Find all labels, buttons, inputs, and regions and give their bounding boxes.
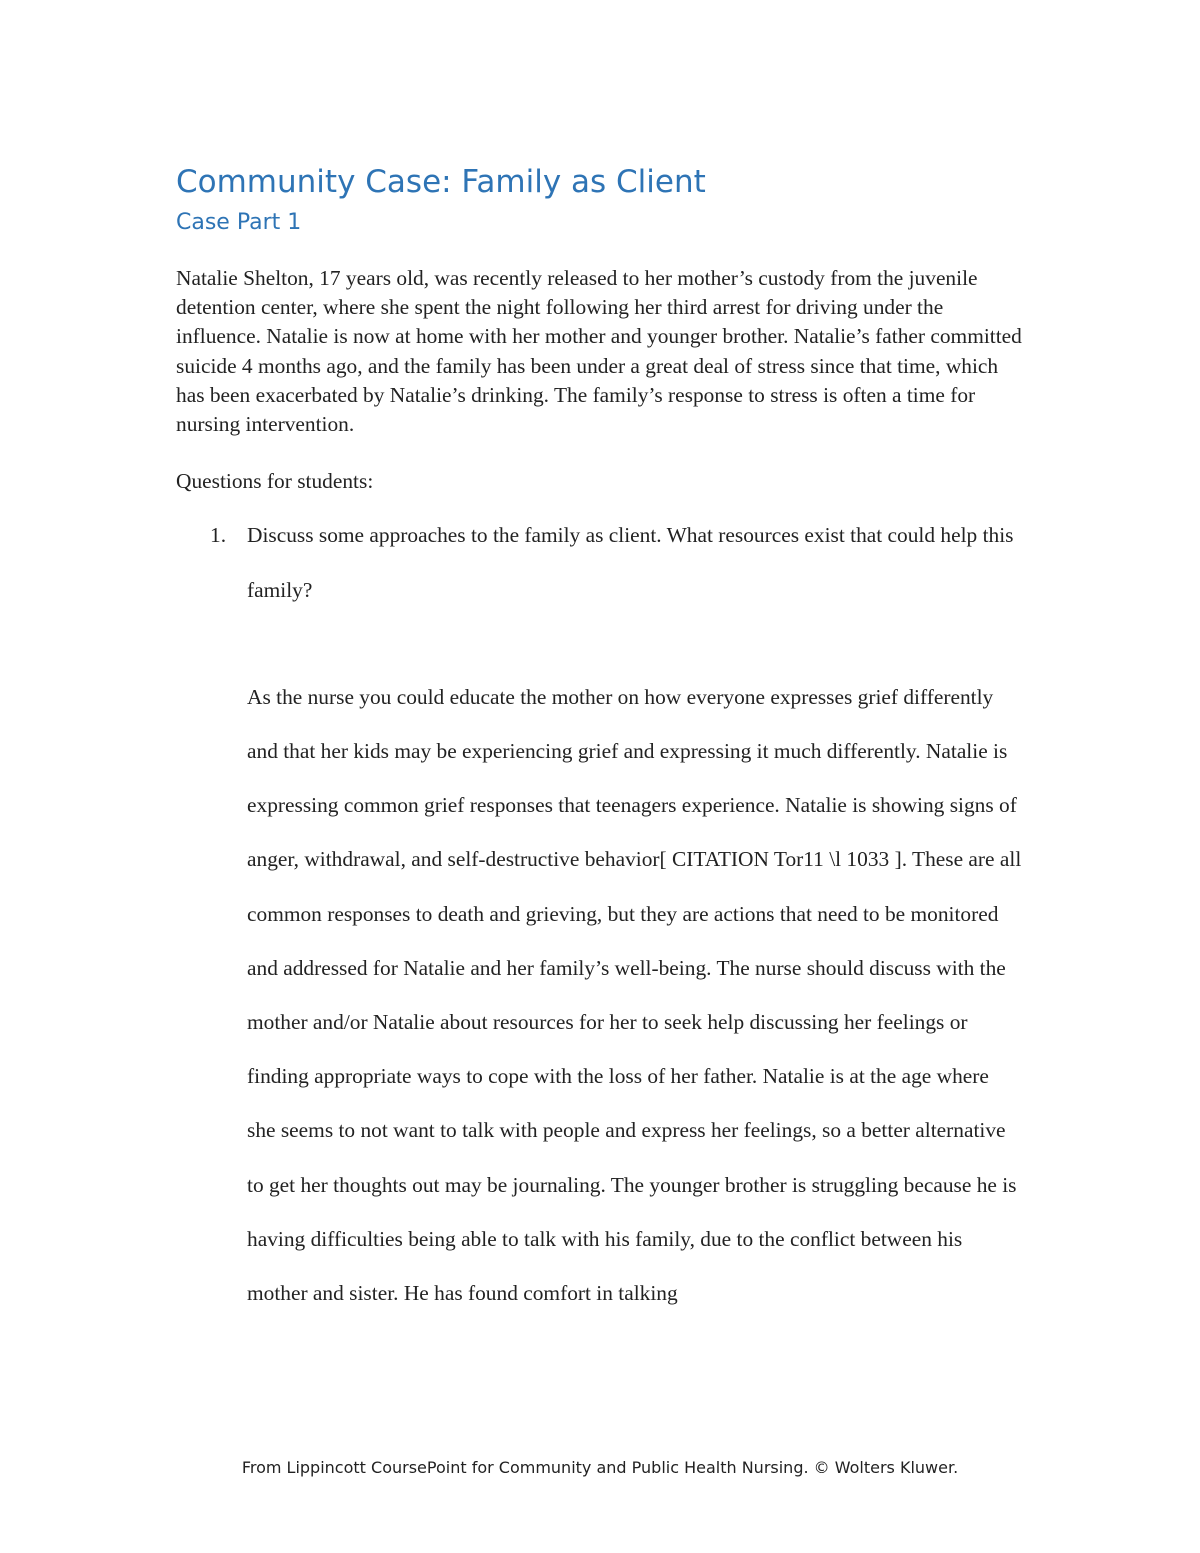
question-item: [176, 508, 1026, 616]
case-intro-paragraph: Natalie Shelton, 17 years old, was recently released to her mother’s custody from the juvenile detention center, where she spent the night following her third arrest for driving under the influence. Natalie is now at home with her mother and younger brother. Natalie’s father committed suicide 4 months ago, and the family has been under a great deal of stress since that time, which has been exacerbated by Natalie’s drinking. The family’s response to stress is often a time for nursing intervention.: [176, 266, 1022, 437]
question-text: Discuss some approaches to the family as client. What resources exist that could help this family?: [247, 523, 1014, 602]
question-number: 1.: [210, 523, 227, 548]
page-footer: From Lippincott CoursePoint for Community and Public Health Nursing. © Wolters Kluwer.: [241, 1458, 959, 1477]
answer-paragraph: As the nurse you could educate the mother on how everyone expresses grief differently and that her kids may be experiencing grief and expressing it much differently. Natalie is expressing common grief responses that teenagers experience. Natalie is showing signs of anger, withdrawal, and self-destructive behavior[ CITATION Tor11 \l 1033 ]. These are all common responses to death and grieving, but they are actions that need to be monitored and addressed for Natalie and her family’s well-being. The nurse should discuss with the mother and/or Natalie about resources for her to seek help discussing her feelings or finding appropriate ways to cope with the loss of her father. Natalie is at the age where she seems to not want to talk with people and express her feelings, so a better alternative to get her thoughts out may be journaling. The younger brother is struggling because he is having difficulties being able to talk with his family, due to the conflict between his mother and sister. He has found comfort in talking: [247, 684, 1022, 1306]
case-part-heading: Case Part 1: [176, 210, 302, 235]
questions-label: Questions for students:: [176, 469, 374, 494]
page-content: [176, 160, 1026, 1320]
document-title: Community Case: Family as Client: [176, 164, 706, 200]
questions-list: [176, 508, 1026, 616]
